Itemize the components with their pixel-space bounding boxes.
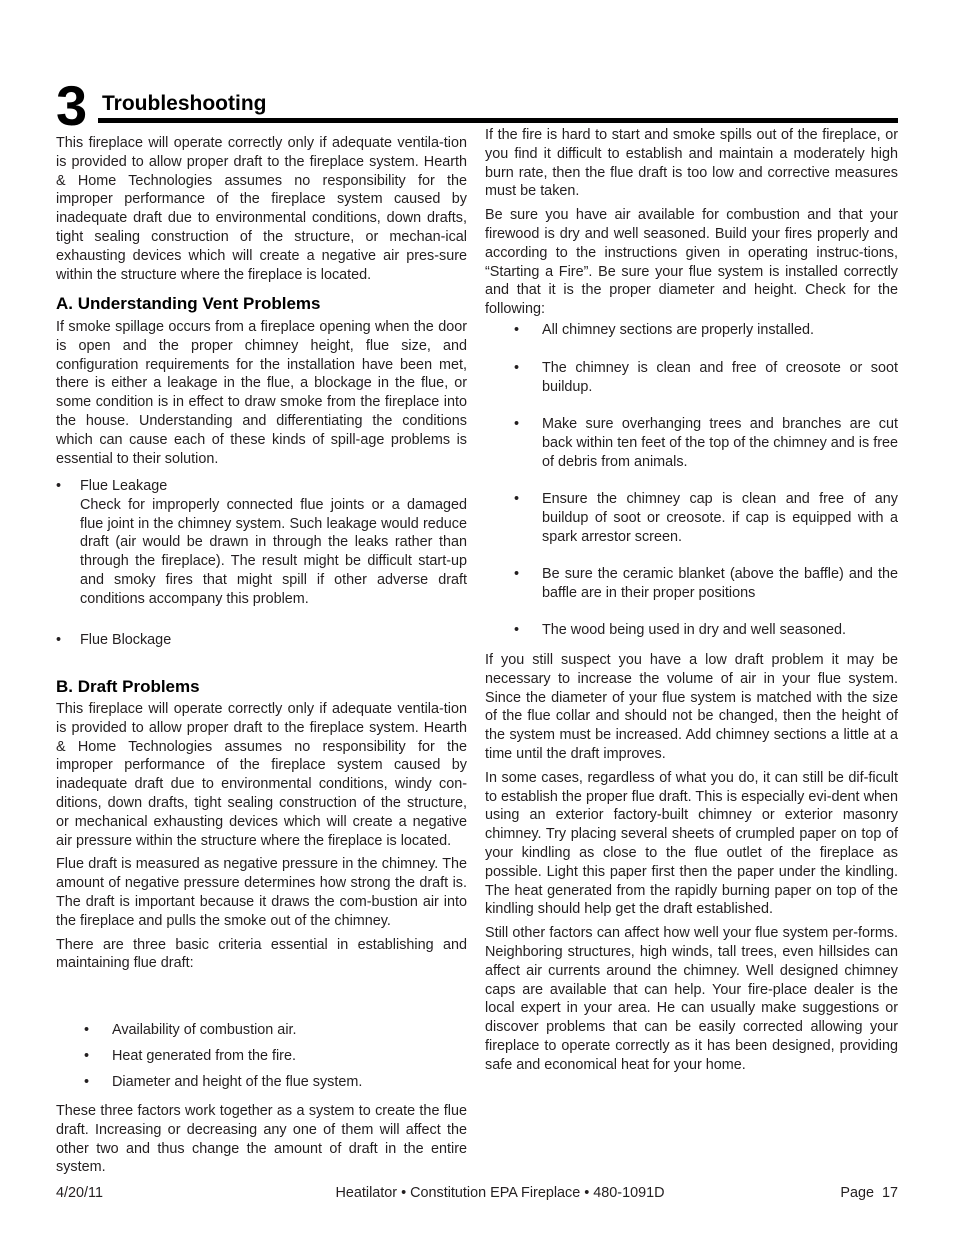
flue-leakage-label: Flue Leakage [80, 478, 168, 494]
vent-problems-text: If smoke spillage occurs from a fireplace opening when the door is open and the proper chimney height, flue size, and configuration requirements for the installation have been met, there is either a leakage in the flue, a blockage in the flue, or some condition is in effect to draw smoke from the fireplace into the house. Understanding and differentiating the conditions which can cause each of these kinds of spill-age problems is essential to their solution. [56, 319, 467, 467]
bullet: • [514, 491, 520, 507]
right-paragraph-1: If the fire is hard to start and smoke spills out of the fireplace, or you find it difficult to establish and maintain a moderately high burn rate, then the flue draft is too low and corrective measures must be taken. [485, 127, 898, 200]
heading-draft-problems: B. Draft Problems [56, 677, 200, 696]
bullet: • [514, 622, 520, 638]
footer-date: 4/20/11 [56, 1185, 103, 1201]
draft-problems-paragraphs [56, 700, 467, 973]
check-text: The chimney is clean and free of creosote or soot buildup. [542, 360, 898, 395]
check-text: Make sure overhanging trees and branches are cut back within ten feet of the top of the chimney and is free of debris from animals. [542, 416, 898, 470]
draft-paragraph-2: Flue draft is measured as negative pressure in the chimney. The amount of negative pressure determines how strong the draft is. The draft is important because it draws the com-bustion air into the fireplace and pulls the smoke out of the chimney. [56, 856, 467, 929]
section-number: 3 [56, 74, 86, 137]
bullet: • [84, 1048, 90, 1064]
title-rule [98, 118, 898, 123]
right-intro-paragraphs [485, 126, 898, 319]
check-text: Ensure the chimney cap is clean and free of any buildup of soot or creosote. if cap is equipped with a spark arrestor screen. [542, 491, 898, 545]
intro-paragraph [56, 134, 467, 284]
bullet: • [514, 566, 520, 582]
draft-paragraph-1: This fireplace will operate correctly only if adequate ventila-tion is provided to allow proper draft to the fireplace system. Hearth & Home Technologies assumes no responsibility for the improper performance of the fireplace system caused by inadequate draft due to environmental conditions, windy con-ditions, down drafts, tight sealing construction of the structure, or mechanical exhausting devices which will create a negative air pressure within the structure where the fireplace is located. [56, 701, 467, 849]
bullet: • [56, 478, 62, 494]
flue-leakage-text: Check for improperly connected flue joints or a damaged flue joint in the chimney system. Such leakage would reduce draft (air would be drawn in through the leaks rather than through the fireplace). The result might be difficult start-up and smoky fires that might spill if other adverse draft conditions accompany this problem. [80, 496, 467, 607]
flue-blockage-label: Flue Blockage [80, 632, 172, 648]
right-closing-paragraphs [485, 651, 898, 1075]
criteria-text: Heat generated from the fire. [112, 1048, 296, 1064]
footer-title: Heatilator • Constitution EPA Fireplace • 480-1091D [335, 1185, 665, 1201]
footer-page-number: Page 17 [840, 1185, 898, 1201]
system-paragraph [56, 1102, 467, 1177]
criteria-text: Availability of combustion air. [112, 1022, 297, 1038]
heading-understanding-vent-problems: A. Understanding Vent Problems [56, 294, 321, 313]
criteria-text: Diameter and height of the flue system. [112, 1074, 363, 1090]
bullet: • [56, 632, 62, 648]
right-paragraph-3: If you still suspect you have a low draft problem it may be necessary to increase the volume of air in your flue system. Since the diameter of your flue system is matched with the size of the flue collar and should not be changed, then the height of the system must be increased. Add chimney sections a little at a time until the draft improves. [485, 652, 898, 762]
system-text: These three factors work together as a system to create the flue draft. Increasing or decreasing any one of them will affect the other two and thus change the amount of draft in the entire system. [56, 1103, 467, 1176]
intro-text: This fireplace will operate correctly only if adequate ventila-tion is provided to allow proper draft to the fireplace system. Hearth & Home Technologies assumes no responsibility for the improper performance of the fireplace system caused by inadequate draft due to environmental conditions, down drafts, tight sealing construction of the structure, or mechan-ical exhausting devices which will create a negative air pres-sure within the structure where the fireplace is located. [56, 135, 467, 283]
page-title: Troubleshooting [102, 92, 267, 115]
bullet: • [84, 1022, 90, 1038]
flue-leakage-item [56, 477, 467, 617]
bullet: • [514, 416, 520, 432]
bullet: • [84, 1074, 90, 1090]
bullet: • [514, 322, 520, 338]
right-paragraph-2: Be sure you have air available for combustion and that your firewood is dry and well seasoned. Build your fires properly and according to the instructions given in operating instruc-tions, “Starting a Fire”. Be sure your flue system is installed correctly and that it is the proper diameter and height. Check for the following: [485, 207, 898, 318]
check-text: Be sure the ceramic blanket (above the baffle) and the baffle are in their proper positions [542, 566, 898, 601]
right-paragraph-4: In some cases, regardless of what you do, it can still be dif-ficult to establish the proper flue draft. This is especially evi-dent when using an exterior factory-built chimney or exterior masonry chimney. Try placing several sheets of crumpled paper on top of your kindling as close to the flue outlet of the fireplace as possible. Light this paper first then the paper under the kindling. The heat generated from the rapidly burning paper on top of the kindling should help get the draft established. [485, 769, 898, 918]
vent-problems-paragraph [56, 318, 467, 468]
check-text: All chimney sections are properly installed. [542, 322, 814, 338]
draft-paragraph-3: There are three basic criteria essential in establishing and maintaining flue draft: [56, 936, 467, 972]
bullet: • [514, 360, 520, 376]
right-paragraph-5: Still other factors can affect how well your flue system per-forms. Neighboring structures, high winds, tall trees, even hillsides can affect air currents around the chimney. Well designed chimney caps are available that can help. Your fire-place dealer is the local expert in your area. He can usually make suggestions or discover problems that can be easily corrected allowing your fireplace to operate correctly as it has been designed, providing safe and economical heat for your home. [485, 925, 898, 1073]
check-text: The wood being used in dry and well seasoned. [542, 622, 847, 638]
